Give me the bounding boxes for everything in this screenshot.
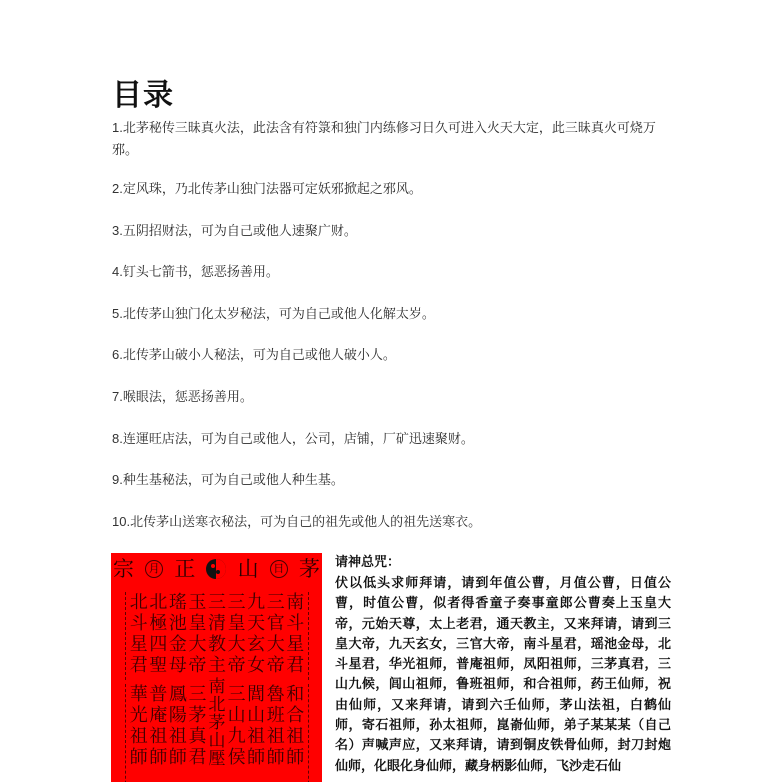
talisman-column <box>227 684 247 768</box>
talisman-column <box>129 684 149 768</box>
talisman-column <box>188 684 208 768</box>
talisman-char: 和 <box>286 684 305 705</box>
toc-item-text: 北茅秘传三昧真火法，此法含有符箓和独门内练修习日久可进入火天大定，此三昧真火可烧万邪。 <box>112 121 656 158</box>
talisman-char: 師 <box>129 747 148 768</box>
talisman-char: 金 <box>168 634 187 655</box>
toc-item-text: 定风珠，乃北传茅山独门法器可定妖邪掀起之邪风。 <box>122 182 422 197</box>
talisman-char: 星 <box>129 634 148 655</box>
talisman-char: 帝 <box>227 655 246 676</box>
toc-item-number: 6. <box>112 347 123 362</box>
talisman-char: 山 <box>247 705 266 726</box>
toc-item-text: 喉眼法，惩恶扬善用。 <box>122 390 253 405</box>
talisman-header-char: 山 <box>237 557 259 581</box>
talisman-char: 庵 <box>149 705 168 726</box>
toc-item-text: 种生基秘法，可为自己或他人种生基。 <box>122 473 344 488</box>
talisman-char: 華 <box>129 684 148 705</box>
talisman-char: 帝 <box>188 655 207 676</box>
talisman-char: 星 <box>286 634 305 655</box>
talisman-char: 師 <box>247 747 266 768</box>
taiji-icon <box>206 559 226 579</box>
toc-item <box>112 469 668 492</box>
talisman-char: 祖 <box>149 726 168 747</box>
talisman-char: 大 <box>188 634 207 655</box>
talisman-char: 祖 <box>129 726 148 747</box>
talisman-char: 師 <box>168 747 187 768</box>
moon-circle-icon: 月 <box>145 560 163 578</box>
talisman-char: 四 <box>149 634 168 655</box>
invocation-title: 请神总咒： <box>335 555 401 570</box>
talisman-column <box>227 592 247 676</box>
talisman-column <box>168 684 188 768</box>
talisman-char: 北 <box>129 592 148 613</box>
toc-item <box>112 220 668 243</box>
talisman-char: 魯 <box>266 684 285 705</box>
talisman-char: 祖 <box>286 726 305 747</box>
talisman-char: 君 <box>129 655 148 676</box>
talisman-column <box>266 592 286 676</box>
talisman-char: 合 <box>286 705 305 726</box>
invocation-body: 伏以低头求师拜请，请到年值公曹，月值公曹，日值公曹，时值公曹，似者得香童子奏事童郎公曹奏上玉皇大帝，元始天尊，太上老君，通天教主，又来拜请，请到三皇大帝，九天玄女，三官大帝，南斗星君，瑶池金母，北斗星君，华光祖师，普庵祖师，凤阳祖师，三茅真君，三山九候，闾山祖师，鲁班祖师，和合祖师，药王仙师，祝由仙师，又来拜请，请到六壬仙师，茅山法祖，白鹤仙师，寄石祖师，孙太祖师，崑嵛仙师，弟子某某某（自己名）声喊声应，又来拜请，请到铜皮铁骨仙师，封刀封炮仙师，化眼化身仙师，藏身柄影仙师，飞沙走石仙 <box>335 576 671 774</box>
toc-item-number: 9. <box>112 472 123 487</box>
talisman-column <box>188 592 208 676</box>
talisman-column <box>266 684 286 768</box>
talisman-char: 君 <box>286 655 305 676</box>
toc-item-text: 连運旺店法，可为自己或他人，公司，店铺，厂矿迅速聚财。 <box>122 432 474 447</box>
talisman-char: 三 <box>188 684 207 705</box>
talisman-char: 極 <box>149 613 168 634</box>
toc-item-number: 8. <box>112 431 123 446</box>
talisman-char: 九 <box>227 726 246 747</box>
toc-item-text: 北传茅山独门化太岁秘法，可为自己或他人化解太岁。 <box>122 307 435 322</box>
talisman-char: 玉 <box>188 592 207 613</box>
talisman-upper-block <box>125 592 309 680</box>
talisman-char: 帝 <box>266 655 285 676</box>
talisman-char: 南 <box>208 677 226 697</box>
talisman-char: 光 <box>129 705 148 726</box>
toc-item-text: 五阴招财法，可为自己或他人速聚广财。 <box>122 224 357 239</box>
talisman-char: 侯 <box>227 747 246 768</box>
talisman-lower-block <box>125 677 309 782</box>
talisman-char: 教 <box>208 634 227 655</box>
talisman-char: 茅 <box>188 705 207 726</box>
talisman-image <box>111 553 322 782</box>
toc-item-number: 5. <box>112 306 123 321</box>
talisman-char: 母 <box>168 655 187 676</box>
toc-item-number: 10. <box>112 514 131 529</box>
talisman-char: 清 <box>208 613 227 634</box>
talisman-char: 大 <box>266 634 285 655</box>
talisman-char: 北 <box>208 695 226 715</box>
talisman-char: 皇 <box>188 613 207 634</box>
talisman-header-char: 宗 <box>113 557 134 581</box>
toc-item <box>112 511 668 534</box>
toc-item-number: 7. <box>112 389 123 404</box>
talisman-char: 師 <box>149 747 168 768</box>
talisman-char: 玄 <box>247 634 266 655</box>
toc-item <box>112 178 668 201</box>
toc-item <box>112 386 668 409</box>
talisman-char: 三 <box>227 592 246 613</box>
talisman-char: 山 <box>208 731 226 751</box>
talisman-column <box>207 678 227 768</box>
talisman-column <box>168 592 188 676</box>
toc-item-number: 3. <box>112 223 123 238</box>
talisman-column <box>286 684 306 768</box>
talisman-header <box>111 555 322 583</box>
talisman-column <box>149 592 169 676</box>
invocation-section <box>335 553 671 777</box>
talisman-char: 三 <box>208 592 227 613</box>
talisman-char: 山 <box>227 705 246 726</box>
talisman-char: 官 <box>266 613 285 634</box>
talisman-char: 大 <box>227 634 246 655</box>
talisman-char: 陽 <box>168 705 187 726</box>
talisman-char: 真 <box>188 726 207 747</box>
talisman-char: 北 <box>149 592 168 613</box>
talisman-char: 祖 <box>266 726 285 747</box>
toc-item <box>112 344 668 367</box>
toc-item-number: 4. <box>112 264 123 279</box>
talisman-char: 班 <box>266 705 285 726</box>
talisman-char: 女 <box>247 655 266 676</box>
talisman-column <box>246 684 266 768</box>
talisman-char: 斗 <box>286 613 305 634</box>
talisman-char: 皇 <box>227 613 246 634</box>
talisman-char: 瑤 <box>168 592 187 613</box>
talisman-char: 聖 <box>149 655 168 676</box>
talisman-char: 祖 <box>168 726 187 747</box>
talisman-char: 三 <box>266 592 285 613</box>
talisman-header-char: 茅 <box>298 557 320 581</box>
toc-item <box>112 117 668 162</box>
talisman-char: 三 <box>227 684 246 705</box>
toc-item-text: 钉头七箭书，惩恶扬善用。 <box>122 265 279 280</box>
talisman-char: 鳳 <box>168 684 187 705</box>
talisman-char: 茅 <box>208 713 226 733</box>
talisman-char: 師 <box>286 747 305 768</box>
toc-item <box>112 261 668 284</box>
toc-item <box>112 303 668 326</box>
talisman-column <box>207 592 227 676</box>
talisman-char: 師 <box>266 747 285 768</box>
talisman-column <box>246 592 266 676</box>
page-title: 目录 <box>112 78 174 113</box>
toc-item-number: 1. <box>112 120 123 135</box>
talisman-char: 君 <box>188 747 207 768</box>
toc-item-number: 2. <box>112 181 123 196</box>
talisman-char: 閭 <box>247 684 266 705</box>
talisman-char: 主 <box>208 655 227 676</box>
talisman-char: 壓 <box>208 749 226 769</box>
toc-item <box>112 428 668 451</box>
talisman-char: 池 <box>168 613 187 634</box>
talisman-char: 斗 <box>129 613 148 634</box>
talisman-char: 普 <box>149 684 168 705</box>
toc-item-text: 北传茅山送寒衣秘法，可为自己的祖先或他人的祖先送寒衣。 <box>130 515 482 530</box>
talisman-char: 天 <box>247 613 266 634</box>
talisman-char: 祖 <box>247 726 266 747</box>
talisman-column <box>149 684 169 768</box>
sun-circle-icon: 日 <box>270 560 288 578</box>
talisman-char: 九 <box>247 592 266 613</box>
talisman-header-char: 正 <box>174 557 196 581</box>
talisman-column <box>286 592 306 676</box>
toc-item-text: 北传茅山破小人秘法，可为自己或他人破小人。 <box>122 348 396 363</box>
talisman-column <box>129 592 149 676</box>
talisman-char: 南 <box>286 592 305 613</box>
